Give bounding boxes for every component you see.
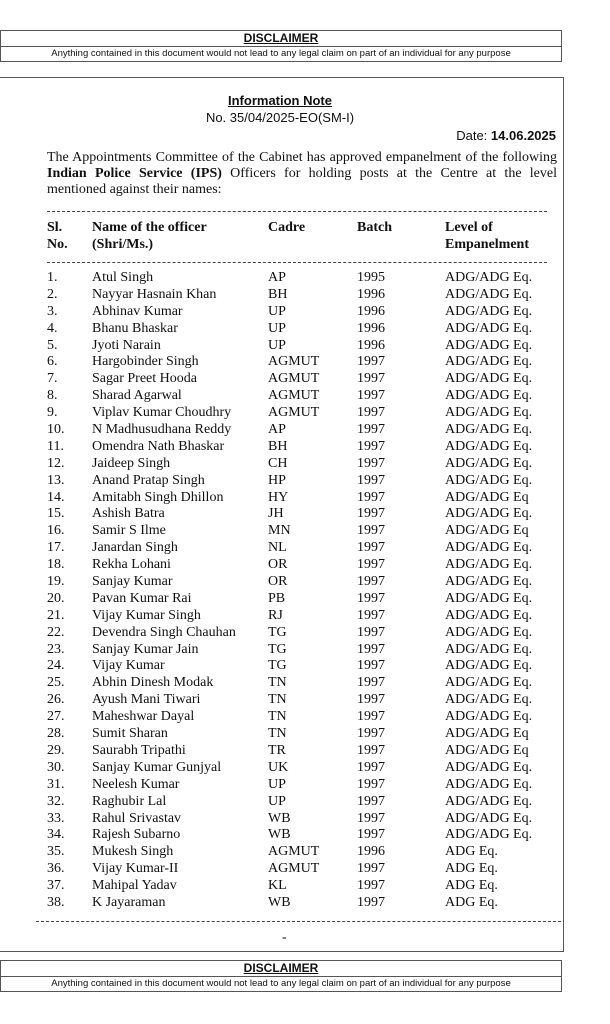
cell-cadre: TG	[268, 624, 287, 640]
cell-level: ADG/ADG Eq.	[445, 455, 533, 471]
cell-name: Sanjay Kumar Jain	[92, 641, 199, 657]
cell-name: Jyoti Narain	[92, 337, 161, 353]
cell-name: Neelesh Kumar	[92, 776, 180, 792]
cell-cadre: HP	[268, 472, 286, 488]
cell-level: ADG/ADG Eq	[445, 489, 529, 505]
cell-sl: 10.	[47, 422, 65, 438]
disclaimer-top	[0, 30, 562, 62]
cell-cadre: AP	[268, 270, 286, 285]
cell-batch: 1996	[357, 303, 385, 319]
cell-sl: 2.	[47, 286, 58, 302]
cell-level: ADG/ADG Eq	[445, 726, 529, 742]
table-row	[0, 625, 560, 642]
cell-sl: 4.	[47, 320, 58, 336]
cell-sl: 6.	[47, 354, 58, 370]
cell-cadre: UP	[268, 337, 286, 353]
cell-sl: 20.	[47, 590, 65, 606]
cell-batch: 1997	[357, 776, 385, 792]
cell-sl: 22.	[47, 624, 65, 640]
cell-sl: 32.	[47, 793, 65, 809]
table-row	[0, 726, 560, 743]
cell-sl: 34.	[47, 827, 65, 843]
cell-cadre: AGMUT	[268, 354, 320, 370]
table-row	[0, 675, 560, 692]
cell-sl: 25.	[47, 675, 65, 691]
cell-level: ADG/ADG Eq.	[445, 557, 533, 573]
cell-cadre: CH	[268, 455, 288, 471]
disclaimer-bottom	[0, 960, 562, 992]
cell-name: Sharad Agarwal	[92, 388, 182, 404]
cell-level: ADG/ADG Eq	[445, 742, 529, 758]
intro-text-end: Officers for holding posts at the Centre at the level mentioned against their names:	[47, 166, 557, 197]
table-row	[0, 692, 560, 709]
cell-name: Vijay Kumar Singh	[92, 607, 201, 623]
table-row	[0, 895, 560, 912]
cell-sl: 36.	[47, 861, 65, 877]
header-name	[92, 219, 207, 253]
cell-level: ADG/ADG Eq.	[445, 354, 533, 370]
cell-batch: 1997	[357, 506, 385, 522]
header-name-line2: (Shri/Ms.)	[92, 237, 154, 252]
cell-sl: 16.	[47, 523, 65, 539]
cell-cadre: WB	[268, 810, 291, 826]
cell-level: ADG/ADG Eq.	[445, 658, 533, 674]
cell-sl: 31.	[47, 776, 65, 792]
cell-batch: 1997	[357, 388, 385, 404]
cell-name: Rahul Srivastav	[92, 810, 182, 826]
cell-sl: 1.	[47, 270, 58, 285]
cell-cadre: TN	[268, 709, 287, 725]
cell-name: Raghubir Lal	[92, 793, 167, 809]
cell-cadre: NL	[268, 540, 287, 556]
cell-cadre: HY	[268, 489, 289, 505]
cell-name: Mahipal Yadav	[92, 878, 177, 894]
cell-batch: 1997	[357, 590, 385, 606]
cell-sl: 38.	[47, 894, 65, 910]
cell-name: Amitabh Singh Dhillon	[92, 489, 224, 505]
cell-cadre: AP	[268, 422, 286, 438]
cell-level: ADG/ADG Eq.	[445, 303, 533, 319]
cell-batch: 1997	[357, 489, 385, 505]
date-label: Date:	[456, 128, 488, 143]
cell-cadre: OR	[268, 557, 288, 573]
cell-name: Saurabh Tripathi	[92, 742, 186, 758]
table-row	[0, 287, 560, 304]
cell-sl: 13.	[47, 472, 65, 488]
cell-name: Sumit Sharan	[92, 726, 168, 742]
cell-sl: 3.	[47, 303, 58, 319]
table-row	[0, 608, 560, 625]
cell-cadre: TN	[268, 692, 287, 708]
header-level-line1: Level of	[445, 220, 493, 235]
cell-cadre: UP	[268, 793, 286, 809]
cell-batch: 1997	[357, 438, 385, 454]
cell-batch: 1997	[357, 726, 385, 742]
cell-name: Pavan Kumar Rai	[92, 590, 192, 606]
cell-level: ADG/ADG Eq.	[445, 641, 533, 657]
cell-level: ADG/ADG Eq.	[445, 590, 533, 606]
cell-batch: 1997	[357, 354, 385, 370]
table-row	[0, 709, 560, 726]
cell-cadre: RJ	[268, 607, 283, 623]
cell-level: ADG/ADG Eq.	[445, 472, 533, 488]
cell-name: Sanjay Kumar Gunjyal	[92, 759, 222, 775]
cell-name: Jaideep Singh	[92, 455, 171, 471]
cell-name: Vijay Kumar-II	[92, 861, 179, 877]
cell-cadre: PB	[268, 590, 286, 606]
table-row	[0, 591, 560, 608]
cell-name: Samir S Ilme	[92, 523, 166, 539]
table-row	[0, 811, 560, 828]
cell-name: Nayyar Hasnain Khan	[92, 286, 217, 302]
cell-sl: 21.	[47, 607, 65, 623]
table-row	[0, 388, 560, 405]
cell-sl: 15.	[47, 506, 65, 522]
cell-cadre: AGMUT	[268, 388, 320, 404]
officer-table-body	[0, 270, 560, 912]
disclaimer-title: DISCLAIMER	[1, 31, 561, 47]
table-row	[0, 844, 560, 861]
cell-level: ADG/ADG Eq.	[445, 675, 533, 691]
cell-level: ADG/ADG Eq.	[445, 827, 533, 843]
note-title: Information Note	[228, 93, 332, 108]
cell-sl: 26.	[47, 692, 65, 708]
table-row	[0, 506, 560, 523]
cell-name: K Jayaraman	[92, 894, 166, 910]
cell-cadre: BH	[268, 438, 288, 454]
cell-batch: 1997	[357, 607, 385, 623]
cell-cadre: AGMUT	[268, 405, 320, 421]
cell-level: ADG/ADG Eq.	[445, 574, 533, 590]
cell-name: Mukesh Singh	[92, 844, 174, 860]
cell-name: Vijay Kumar	[92, 658, 165, 674]
cell-name: Devendra Singh Chauhan	[92, 624, 236, 640]
cell-level: ADG/ADG Eq.	[445, 793, 533, 809]
cell-sl: 12.	[47, 455, 65, 471]
table-row	[0, 658, 560, 675]
table-row	[0, 557, 560, 574]
cell-cadre: UP	[268, 776, 286, 792]
cell-cadre: WB	[268, 827, 291, 843]
cell-sl: 17.	[47, 540, 65, 556]
cell-batch: 1997	[357, 709, 385, 725]
header-sl-line1: Sl.	[47, 220, 63, 235]
header-sl	[47, 219, 68, 253]
cell-name: Hargobinder Singh	[92, 354, 199, 370]
cell-name: Abhinav Kumar	[92, 303, 183, 319]
table-row	[0, 473, 560, 490]
cell-sl: 23.	[47, 641, 65, 657]
table-row	[0, 642, 560, 659]
cell-batch: 1997	[357, 422, 385, 438]
cell-cadre: OR	[268, 574, 288, 590]
intro-text-bold: Indian Police Service (IPS)	[47, 166, 222, 181]
cell-cadre: UK	[268, 759, 289, 775]
cell-level: ADG Eq.	[445, 878, 498, 894]
cell-cadre: JH	[268, 506, 284, 522]
cell-batch: 1997	[357, 692, 385, 708]
cell-name: Ayush Mani Tiwari	[92, 692, 201, 708]
header-level	[445, 219, 529, 253]
cell-level: ADG/ADG Eq.	[445, 607, 533, 623]
date-value: 14.06.2025	[490, 128, 556, 143]
table-row	[0, 321, 560, 338]
cell-sl: 11.	[47, 438, 64, 454]
cell-batch: 1996	[357, 286, 385, 302]
table-row	[0, 490, 560, 507]
cell-name: Sanjay Kumar	[92, 574, 173, 590]
cell-sl: 14.	[47, 489, 65, 505]
header-cadre: Cadre	[268, 220, 306, 235]
note-date	[456, 128, 556, 143]
table-row	[0, 456, 560, 473]
cell-batch: 1997	[357, 540, 385, 556]
table-row	[0, 777, 560, 794]
cell-level: ADG/ADG Eq.	[445, 776, 533, 792]
table-row	[0, 878, 560, 895]
cell-level: ADG/ADG Eq.	[445, 270, 533, 285]
cell-batch: 1997	[357, 371, 385, 387]
header-batch: Batch	[357, 220, 392, 235]
cell-level: ADG/ADG Eq.	[445, 759, 533, 775]
table-row	[0, 574, 560, 591]
cell-sl: 30.	[47, 759, 65, 775]
cell-level: ADG/ADG Eq.	[445, 337, 533, 353]
cell-level: ADG/ADG Eq.	[445, 405, 533, 421]
end-mark: -	[282, 930, 287, 945]
cell-batch: 1997	[357, 878, 385, 894]
table-row	[0, 354, 560, 371]
cell-cadre: TG	[268, 641, 287, 657]
cell-sl: 29.	[47, 742, 65, 758]
cell-level: ADG/ADG Eq.	[445, 388, 533, 404]
header-level-line2: Empanelment	[445, 237, 529, 252]
cell-batch: 1997	[357, 742, 385, 758]
cell-batch: 1997	[357, 759, 385, 775]
cell-batch: 1997	[357, 827, 385, 843]
cell-level: ADG/ADG Eq.	[445, 810, 533, 826]
cell-level: ADG/ADG Eq.	[445, 540, 533, 556]
table-row	[0, 861, 560, 878]
cell-cadre: TR	[268, 742, 286, 758]
table-header-rule	[47, 262, 547, 263]
cell-sl: 7.	[47, 371, 58, 387]
table-row	[0, 743, 560, 760]
cell-cadre: AGMUT	[268, 371, 320, 387]
cell-batch: 1995	[357, 270, 385, 285]
table-bottom-rule	[36, 921, 561, 922]
cell-batch: 1996	[357, 844, 385, 860]
table-row	[0, 405, 560, 422]
cell-name: Omendra Nath Bhaskar	[92, 438, 225, 454]
cell-level: ADG/ADG Eq.	[445, 624, 533, 640]
cell-level: ADG/ADG Eq.	[445, 438, 533, 454]
cell-name: Atul Singh	[92, 270, 154, 285]
cell-level: ADG/ADG Eq.	[445, 320, 533, 336]
cell-batch: 1997	[357, 523, 385, 539]
cell-level: ADG Eq.	[445, 894, 498, 910]
cell-sl: 27.	[47, 709, 65, 725]
table-row	[0, 794, 560, 811]
cell-batch: 1997	[357, 624, 385, 640]
cell-name: Ashish Batra	[92, 506, 165, 522]
cell-cadre: TN	[268, 675, 287, 691]
intro-text-start: The Appointments Committee of the Cabinet has approved empanelment of the following	[47, 150, 557, 165]
cell-cadre: BH	[268, 286, 288, 302]
cell-cadre: AGMUT	[268, 844, 320, 860]
table-row	[0, 540, 560, 557]
cell-cadre: MN	[268, 523, 291, 539]
cell-name: Bhanu Bhaskar	[92, 320, 178, 336]
cell-sl: 24.	[47, 658, 65, 674]
table-row	[0, 338, 560, 355]
cell-cadre: KL	[268, 878, 287, 894]
header-name-line1: Name of the officer	[92, 220, 207, 235]
cell-name: Viplav Kumar Choudhry	[92, 405, 232, 421]
cell-cadre: TN	[268, 726, 287, 742]
cell-cadre: UP	[268, 320, 286, 336]
cell-batch: 1997	[357, 472, 385, 488]
cell-batch: 1997	[357, 455, 385, 471]
cell-batch: 1997	[357, 675, 385, 691]
cell-name: Rajesh Subarno	[92, 827, 181, 843]
table-top-rule	[47, 211, 547, 212]
table-row	[0, 304, 560, 321]
table-row	[0, 371, 560, 388]
cell-sl: 35.	[47, 844, 65, 860]
cell-level: ADG/ADG Eq	[445, 523, 529, 539]
table-row	[0, 760, 560, 777]
cell-name: N Madhusudhana Reddy	[92, 422, 232, 438]
table-row	[0, 270, 560, 287]
cell-name: Abhin Dinesh Modak	[92, 675, 214, 691]
cell-name: Maheshwar Dayal	[92, 709, 195, 725]
cell-sl: 9.	[47, 405, 58, 421]
cell-batch: 1997	[357, 658, 385, 674]
cell-cadre: TG	[268, 658, 287, 674]
disclaimer-text: Anything contained in this document would not lead to any legal claim on part of an individual for any purpose	[51, 48, 511, 59]
cell-name: Janardan Singh	[92, 540, 178, 556]
cell-level: ADG/ADG Eq.	[445, 422, 533, 438]
table-row	[0, 827, 560, 844]
cell-sl: 8.	[47, 388, 58, 404]
cell-level: ADG/ADG Eq.	[445, 506, 533, 522]
cell-sl: 33.	[47, 810, 65, 826]
disclaimer-title: DISCLAIMER	[1, 961, 561, 977]
cell-cadre: WB	[268, 894, 291, 910]
cell-batch: 1997	[357, 574, 385, 590]
disclaimer-text: Anything contained in this document would not lead to any legal claim on part of an individual for any purpose	[51, 978, 511, 989]
cell-cadre: UP	[268, 303, 286, 319]
header-sl-line2: No.	[47, 237, 68, 252]
cell-level: ADG Eq.	[445, 844, 498, 860]
table-row	[0, 439, 560, 456]
cell-batch: 1996	[357, 320, 385, 336]
cell-batch: 1997	[357, 641, 385, 657]
cell-level: ADG Eq.	[445, 861, 498, 877]
cell-batch: 1997	[357, 861, 385, 877]
cell-sl: 37.	[47, 878, 65, 894]
cell-batch: 1997	[357, 894, 385, 910]
cell-batch: 1997	[357, 557, 385, 573]
cell-level: ADG/ADG Eq.	[445, 692, 533, 708]
note-number: No. 35/04/2025-EO(SM-I)	[205, 110, 355, 125]
cell-level: ADG/ADG Eq.	[445, 709, 533, 725]
cell-batch: 1997	[357, 793, 385, 809]
table-row	[0, 523, 560, 540]
cell-batch: 1996	[357, 337, 385, 353]
cell-name: Rekha Lohani	[92, 557, 171, 573]
cell-sl: 18.	[47, 557, 65, 573]
cell-batch: 1997	[357, 405, 385, 421]
intro-paragraph	[47, 150, 557, 198]
cell-sl: 19.	[47, 574, 65, 590]
cell-name: Anand Pratap Singh	[92, 472, 205, 488]
cell-level: ADG/ADG Eq.	[445, 371, 533, 387]
cell-batch: 1997	[357, 810, 385, 826]
cell-name: Sagar Preet Hooda	[92, 371, 197, 387]
cell-cadre: AGMUT	[268, 861, 320, 877]
cell-level: ADG/ADG Eq.	[445, 286, 533, 302]
table-row	[0, 422, 560, 439]
cell-sl: 28.	[47, 726, 65, 742]
cell-sl: 5.	[47, 337, 58, 353]
